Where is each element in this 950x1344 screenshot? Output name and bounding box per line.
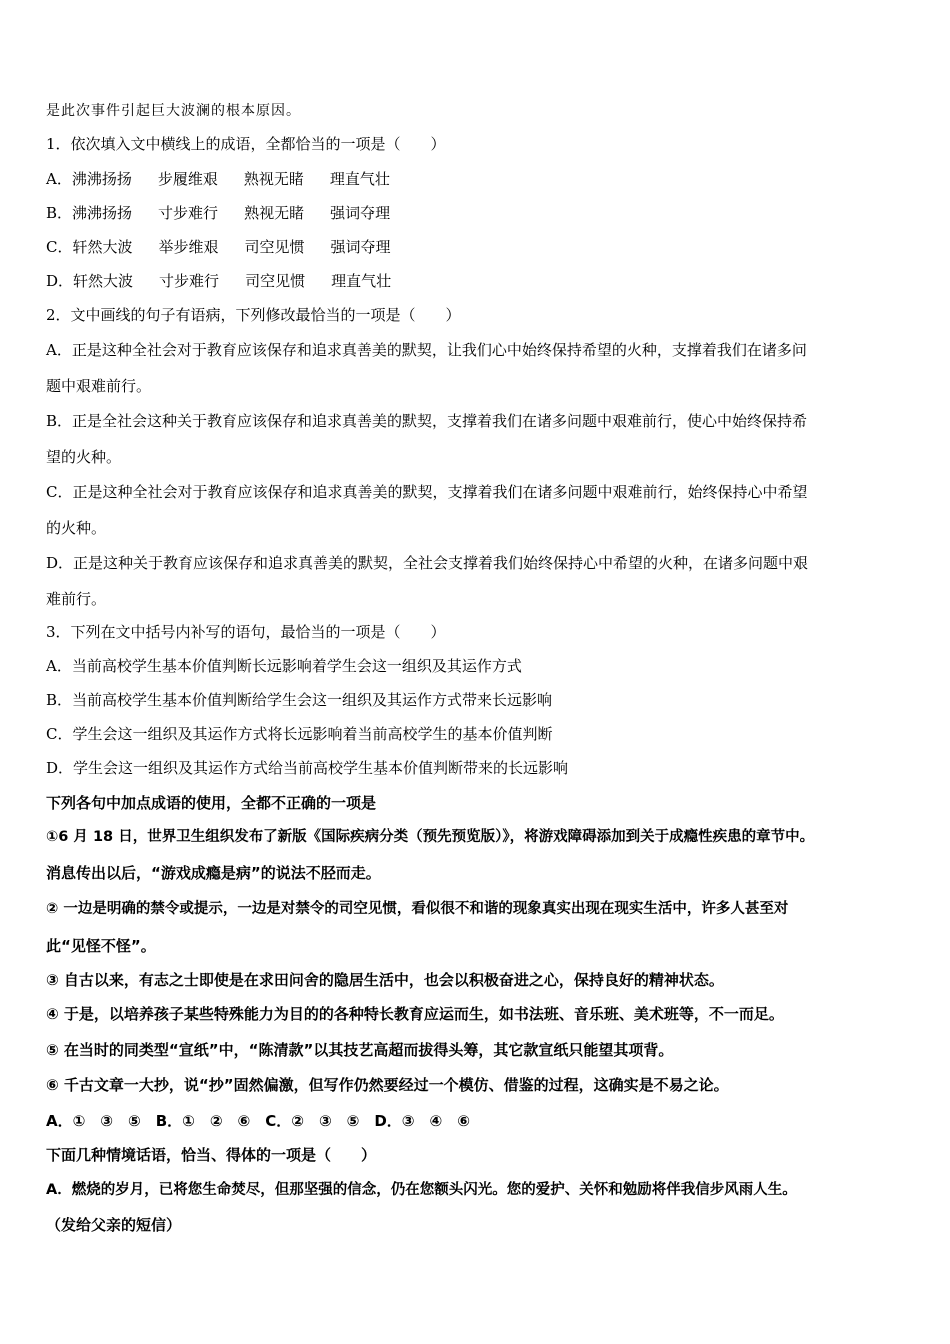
q3-stem: 3．下列在文中括号内补写的语句，最恰当的一项是（ ） (46, 623, 446, 641)
q5-option-a-note: （发给父亲的短信） (46, 1216, 182, 1234)
q4-sentence-1: ①6 月 18 日，世界卫生组织发布了新版《国际疾病分类（预先预览版）》，将游戏障碍添加到关于成瘾性疾患的章节中。 (46, 829, 815, 845)
q1-option-a: A．沸沸扬扬 步履维艰 熟视无睹 理直气壮 (46, 170, 390, 188)
q4-sentence-6: ⑥ 千古文章一大抄，说“抄”固然偏激，但写作仍然要经过一个模仿、借鉴的过程，这确实是不易之论。 (46, 1076, 729, 1094)
q3-option-b: B．当前高校学生基本价值判断给学生会这一组织及其运作方式带来长远影响 (46, 691, 553, 709)
intro-line: 是此次事件引起巨大波澜的根本原因。 (46, 103, 301, 119)
q4-sentence-2-cont: 此“见怪不怪”。 (46, 937, 156, 955)
q3-option-d: D．学生会这一组织及其运作方式给当前高校学生基本价值判断带来的长远影响 (46, 759, 569, 777)
q4-sentence-2: ② 一边是明确的禁令或提示，一边是对禁令的司空见惯，看似很不和谐的现象真实出现在现实生活中，许多人甚至对 (46, 901, 789, 917)
q4-sentence-1-cont: 消息传出以后，“游戏成瘾是病”的说法不胫而走。 (46, 864, 381, 882)
q4-answer-choices: A．① ③ ⑤ B．① ② ⑥ C．② ③ ⑤ D．③ ④ ⑥ (46, 1112, 470, 1130)
q4-sentence-3: ③ 自古以来，有志之士即使是在求田问舍的隐居生活中，也会以积极奋进之心，保持良好的精神状态。 (46, 971, 724, 989)
q2-stem: 2．文中画线的句子有语病，下列修改最恰当的一项是（ ） (46, 306, 461, 324)
q2-option-c: C．正是这种全社会对于教育应该保存和追求真善美的默契，支撑着我们在诸多问题中艰难前行，始终保持心中希望 (46, 483, 808, 501)
q2-option-a: A．正是这种全社会对于教育应该保存和追求真善美的默契，让我们心中始终保持希望的火种，支撑着我们在诸多问 (46, 341, 807, 359)
q4-sentence-4: ④ 于是，以培养孩子某些特殊能力为目的的各种特长教育应运而生，如书法班、音乐班、美术班等，不一而足。 (46, 1005, 784, 1023)
q2-option-c-cont: 的火种。 (46, 519, 107, 537)
q2-option-d-cont: 难前行。 (46, 590, 107, 608)
q2-option-a-cont: 题中艰难前行。 (46, 377, 152, 395)
q5-stem: 下面几种情境话语，恰当、得体的一项是（ ） (46, 1146, 377, 1164)
q2-option-d: D．正是这种关于教育应该保存和追求真善美的默契，全社会支撑着我们始终保持心中希望的火种，在诸多问题中艰 (46, 554, 809, 572)
q1-option-c: C．轩然大波 举步维艰 司空见惯 强词夺理 (46, 238, 391, 256)
q2-option-b: B．正是全社会这种关于教育应该保存和追求真善美的默契，支撑着我们在诸多问题中艰难前行，使心中始终保持希 (46, 412, 808, 430)
q4-sentence-5: ⑤ 在当时的同类型“宣纸”中，“陈清款”以其技艺高超而拔得头筹，其它款宣纸只能望其项背。 (46, 1041, 674, 1059)
q1-option-d: D．轩然大波 寸步难行 司空见惯 理直气壮 (46, 272, 392, 290)
q1-option-b: B．沸沸扬扬 寸步难行 熟视无睹 强词夺理 (46, 204, 391, 222)
q3-option-c: C．学生会这一组织及其运作方式将长远影响着当前高校学生的基本价值判断 (46, 725, 553, 743)
q4-stem: 下列各句中加点成语的使用，全都不正确的一项是 (46, 794, 377, 812)
q1-stem: 1．依次填入文中横线上的成语，全都恰当的一项是（ ） (46, 135, 446, 153)
q2-option-b-cont: 望的火种。 (46, 448, 122, 466)
q3-option-a: A．当前高校学生基本价值判断长远影响着学生会这一组织及其运作方式 (46, 657, 522, 675)
q5-option-a: A．燃烧的岁月，已将您生命焚尽，但那坚强的信念，仍在您额头闪光。您的爱护、关怀和勉励将伴我信步风雨人生。 (46, 1182, 797, 1198)
